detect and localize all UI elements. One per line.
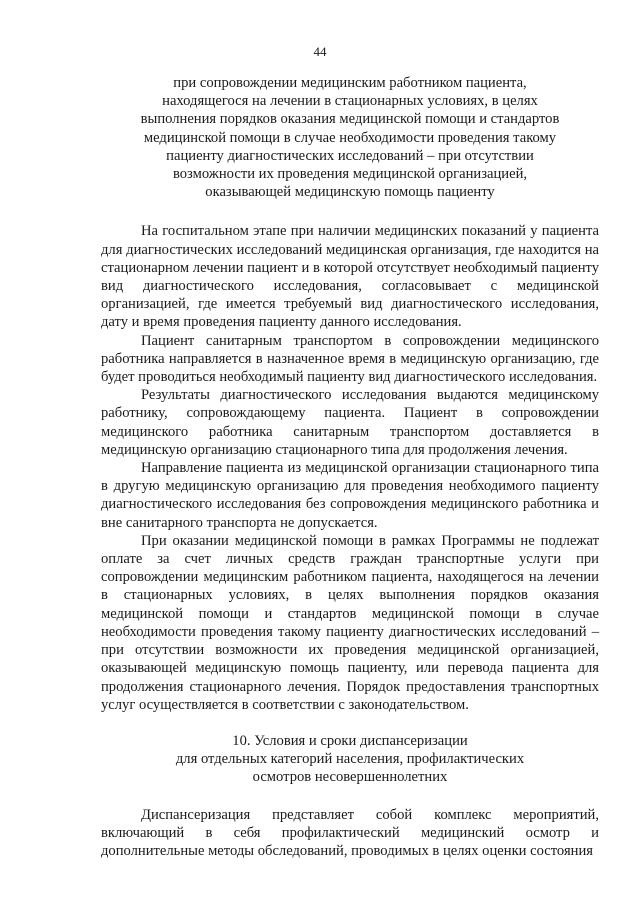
section-heading-line: для отдельных категорий населения, профилактических xyxy=(175,751,525,768)
paragraph-hospital-stage: На госпитальном этапе при наличии медицинских показаний у пациента для диагностических исследований медицинская организация, где находится на стационарном лечении пациент и в которой отсутствует необходимый пациенту вид диагностического исследования, согласовывает с медицинской организацией, где имеется требуемый вид диагностического исследования, дату и время проведения пациенту данного исследования. xyxy=(101,223,599,331)
heading-line: выполнения порядков оказания медицинской помощи и стандартов xyxy=(140,111,560,128)
heading-line: находящегося на лечении в стационарных условиях, в целях xyxy=(162,93,538,110)
paragraph-results: Результаты диагностического исследования выдаются медицинскому работнику, сопровождающему пациента. Пациент в сопровождении медицинского работника санитарным транспортом доставляется в медицинскую организацию стационарного типа для продолжения лечения. xyxy=(101,387,599,458)
paragraph-referral: Направление пациента из медицинской организации стационарного типа в другую медицинскую организацию для проведения необходимого пациенту диагностического исследования без сопровождения медицинского работника и вне санитарного транспорта не допускается. xyxy=(101,460,599,531)
section-heading-line: осмотров несовершеннолетних xyxy=(252,769,448,786)
heading-line: оказывающей медицинскую помощь пациенту xyxy=(205,184,495,201)
section-heading-line: 10. Условия и сроки диспансеризации xyxy=(232,732,468,749)
heading-line: возможности их проведения медицинской организацией, xyxy=(172,166,528,183)
section-heading xyxy=(101,732,599,787)
paragraph-patient-transport: Пациент санитарным транспортом в сопровождении медицинского работника направляется в назначенное время в медицинскую организацию, где будет проводиться необходимый пациенту вид диагностического исследования. xyxy=(101,332,599,386)
heading-line: при сопровождении медицинским работником пациента, xyxy=(173,75,527,91)
heading-line: пациенту диагностических исследований – при отсутствии xyxy=(166,147,534,164)
top-heading xyxy=(101,74,599,201)
heading-line: медицинской помощи в случае необходимости проведения такому xyxy=(143,129,557,146)
paragraph-dispensarization: Диспансеризация представляет собой комплекс мероприятий, включающий в себя профилактический медицинский осмотр и дополнительные методы обследований, проводимых в целях оценки состояния xyxy=(101,806,599,859)
paragraph-payment: При оказании медицинской помощи в рамках Программы не подлежат оплате за счет личных средств граждан транспортные услуги при сопровождении медицинским работником пациента, находящегося на лечении в стационарных условиях, в целях выполнения порядков оказания медицинской помощи и стандартов медицинской помощи в случае необходимости проведения такому пациенту диагностических исследований – при отсутствии возможности их проведения медицинской организацией, оказывающей медицинскую помощь пациенту, или перевода пациента для продолжения стационарного лечения. Порядок предоставления транспортных услуг осуществляется в соответствии с законодательством. xyxy=(101,532,599,713)
document-page xyxy=(101,74,599,860)
page-number: 44 xyxy=(313,44,327,59)
